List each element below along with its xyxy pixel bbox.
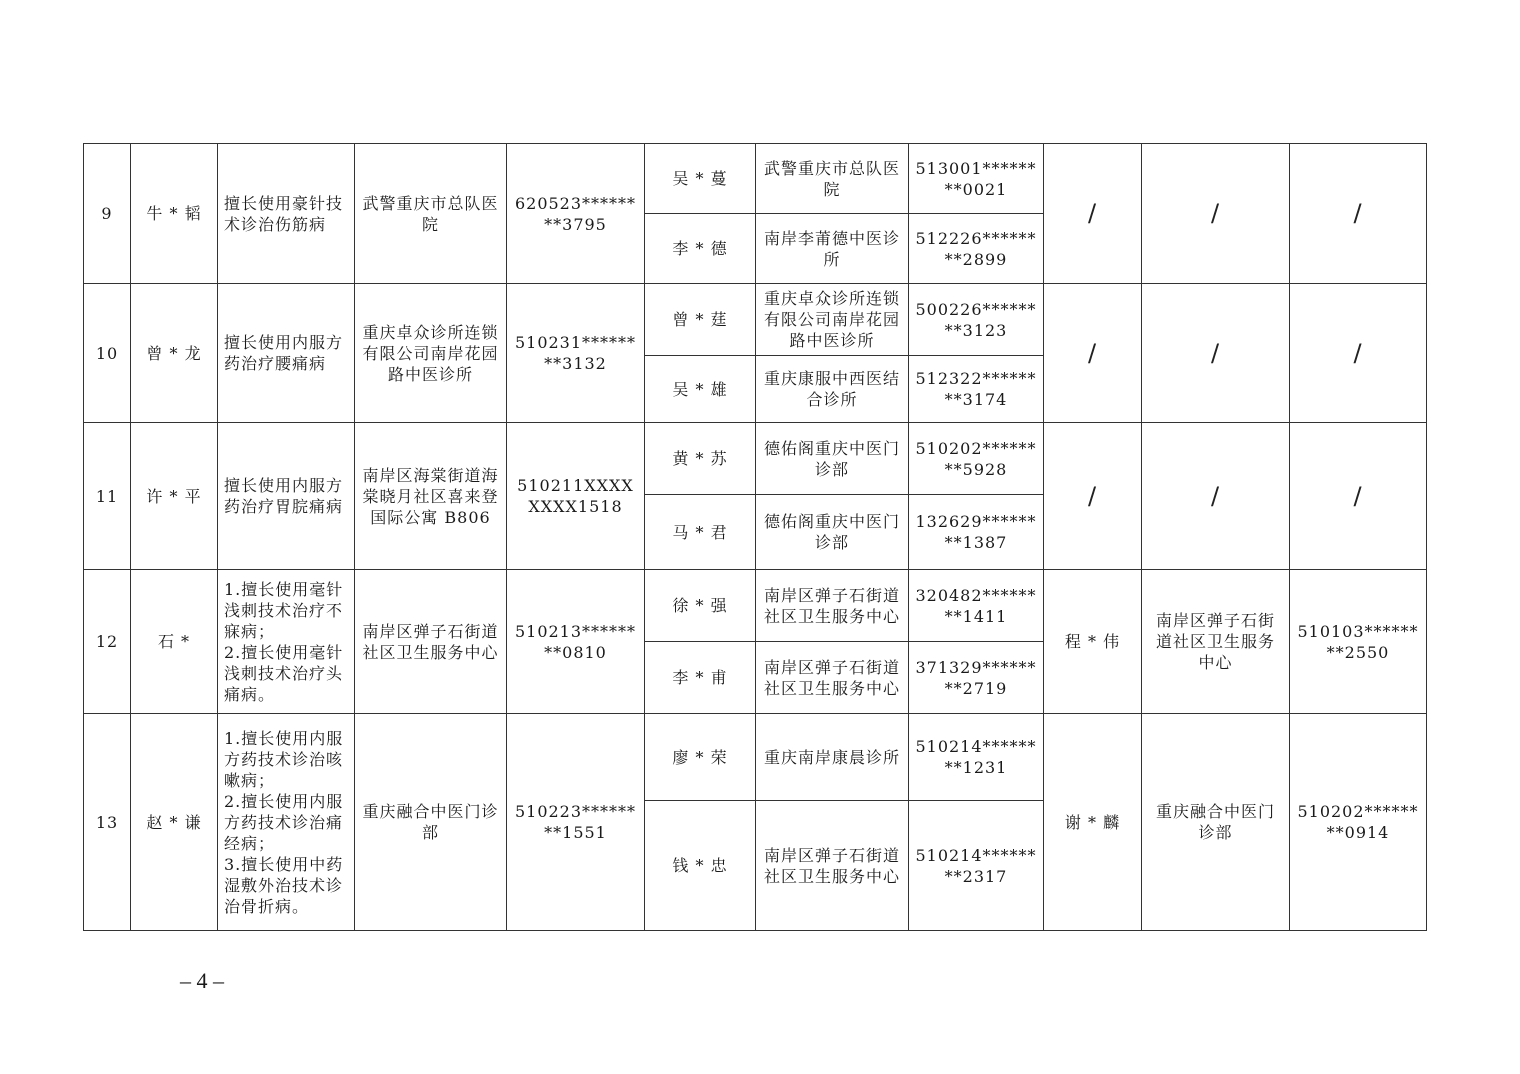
mentor-unit: 南岸李莆德中医诊所 (756, 214, 909, 284)
applicant-unit: 武警重庆市总队医院 (355, 144, 507, 284)
table-row (84, 284, 1427, 356)
extra-id: 510103****** **2550 (1290, 570, 1427, 714)
extra-id: / (1290, 144, 1427, 284)
mentor-id: 510202****** **5928 (909, 423, 1044, 495)
mentor-id: 512226****** **2899 (909, 214, 1044, 284)
applicant-unit: 重庆卓众诊所连锁有限公司南岸花园路中医诊所 (355, 284, 507, 423)
table-row (84, 570, 1427, 642)
specialty: 擅长使用内服方药治疗腰痛病 (218, 284, 355, 423)
mentor-name: 吴 * 雄 (645, 356, 756, 423)
table-row (84, 714, 1427, 801)
extra-unit: 南岸区弹子石街道社区卫生服务中心 (1142, 570, 1290, 714)
applicant-unit: 南岸区弹子石街道社区卫生服务中心 (355, 570, 507, 714)
page-number: – 4 – (180, 968, 224, 993)
table-row (84, 144, 1427, 214)
extra-id: / (1290, 423, 1427, 570)
mentor-id: 513001****** **0021 (909, 144, 1044, 214)
applicant-unit: 重庆融合中医门诊部 (355, 714, 507, 931)
specialty: 1.擅长使用内服方药技术诊治咳嗽病； 2.擅长使用内服方药技术诊治痛经病； 3.擅长使用中药湿敷外治技术诊治骨折病。 (218, 714, 355, 931)
extra-id: / (1290, 284, 1427, 423)
mentor-id: 132629****** **1387 (909, 495, 1044, 570)
extra-id: 510202****** **0914 (1290, 714, 1427, 931)
mentor-unit: 南岸区弹子石街道社区卫生服务中心 (756, 570, 909, 642)
mentor-id: 500226****** **3123 (909, 284, 1044, 356)
mentor-id: 510214****** **1231 (909, 714, 1044, 801)
extra-name: / (1044, 423, 1142, 570)
extra-name: / (1044, 144, 1142, 284)
mentor-name: 曾 * 莛 (645, 284, 756, 356)
mentor-name: 徐 * 强 (645, 570, 756, 642)
extra-name: / (1044, 284, 1142, 423)
applicant-name: 曾 * 龙 (131, 284, 218, 423)
applicant-id: 510211XXXX XXXX1518 (507, 423, 645, 570)
mentor-unit: 重庆康服中西医结合诊所 (756, 356, 909, 423)
row-number: 13 (84, 714, 131, 931)
mentor-unit: 德佑阁重庆中医门诊部 (756, 423, 909, 495)
mentor-unit: 武警重庆市总队医院 (756, 144, 909, 214)
extra-unit: 重庆融合中医门诊部 (1142, 714, 1290, 931)
applicant-name: 石 * (131, 570, 218, 714)
mentor-unit: 德佑阁重庆中医门诊部 (756, 495, 909, 570)
registration-table (83, 143, 1427, 931)
row-number: 12 (84, 570, 131, 714)
mentor-name: 吴 * 蔓 (645, 144, 756, 214)
applicant-id: 510223****** **1551 (507, 714, 645, 931)
specialty: 擅长使用豪针技术诊治伤筋病 (218, 144, 355, 284)
mentor-name: 钱 * 忠 (645, 801, 756, 931)
row-number: 10 (84, 284, 131, 423)
extra-unit: / (1142, 284, 1290, 423)
applicant-id: 510231****** **3132 (507, 284, 645, 423)
row-number: 11 (84, 423, 131, 570)
applicant-name: 许 * 平 (131, 423, 218, 570)
mentor-id: 510214****** **2317 (909, 801, 1044, 931)
mentor-unit: 重庆卓众诊所连锁有限公司南岸花园路中医诊所 (756, 284, 909, 356)
table-body (84, 144, 1427, 931)
specialty: 擅长使用内服方药治疗胃脘痛病 (218, 423, 355, 570)
row-number: 9 (84, 144, 131, 284)
applicant-id: 510213****** **0810 (507, 570, 645, 714)
mentor-unit: 南岸区弹子石街道社区卫生服务中心 (756, 642, 909, 714)
mentor-id: 320482****** **1411 (909, 570, 1044, 642)
mentor-name: 黄 * 苏 (645, 423, 756, 495)
mentor-unit: 南岸区弹子石街道社区卫生服务中心 (756, 801, 909, 931)
mentor-name: 李 * 德 (645, 214, 756, 284)
specialty: 1.擅长使用毫针浅刺技术治疗不寐病； 2.擅长使用毫针浅刺技术治疗头痛病。 (218, 570, 355, 714)
applicant-unit: 南岸区海棠街道海棠晓月社区喜来登国际公寓 B806 (355, 423, 507, 570)
extra-name: 谢 * 麟 (1044, 714, 1142, 931)
applicant-id: 620523****** **3795 (507, 144, 645, 284)
applicant-name: 赵 * 谦 (131, 714, 218, 931)
mentor-unit: 重庆南岸康晨诊所 (756, 714, 909, 801)
mentor-name: 廖 * 荣 (645, 714, 756, 801)
extra-unit: / (1142, 423, 1290, 570)
mentor-name: 马 * 君 (645, 495, 756, 570)
mentor-id: 371329****** **2719 (909, 642, 1044, 714)
extra-name: 程 * 伟 (1044, 570, 1142, 714)
mentor-id: 512322****** **3174 (909, 356, 1044, 423)
mentor-name: 李 * 甫 (645, 642, 756, 714)
extra-unit: / (1142, 144, 1290, 284)
table-row (84, 423, 1427, 495)
applicant-name: 牛 * 韬 (131, 144, 218, 284)
